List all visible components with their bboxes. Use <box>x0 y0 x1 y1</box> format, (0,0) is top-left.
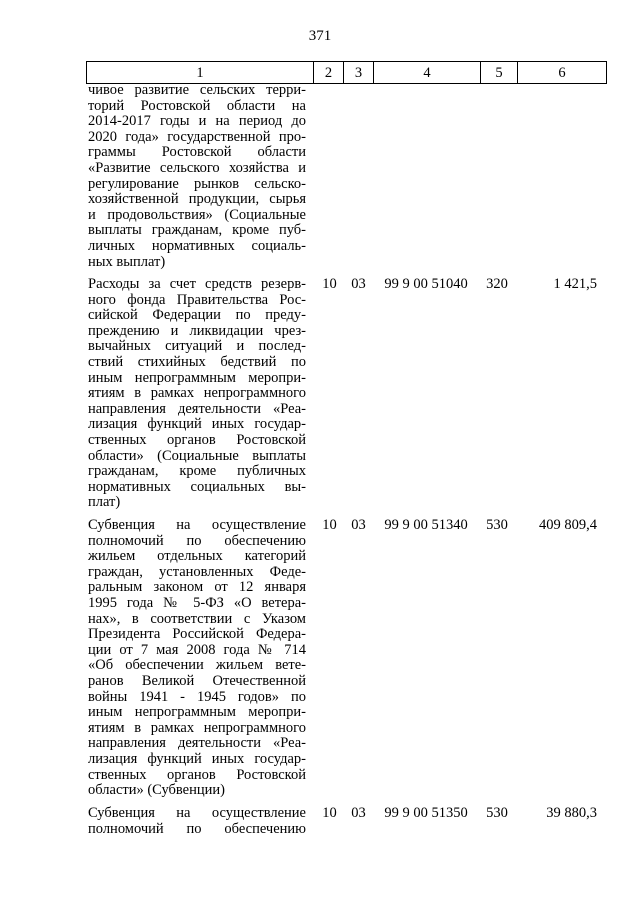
description-line: ции от 7 мая 2008 года № 714 <box>88 641 306 658</box>
amount-value: 409 809,4 <box>539 517 597 533</box>
expense-type-code: 530 <box>486 805 508 821</box>
description-line: ных выплат) <box>88 253 166 270</box>
expense-type-code: 320 <box>486 276 508 292</box>
description-line: вычайных ситуаций и послед- <box>88 338 306 355</box>
description-line: области» (Субвенции) <box>88 782 225 799</box>
row-description <box>88 83 306 270</box>
description-line: ствий стихийных бедствий по <box>88 353 306 370</box>
description-line: гражданам, кроме публичных <box>88 463 306 480</box>
description-line: полномочий по обеспечению <box>88 820 306 837</box>
section-code: 10 <box>322 517 337 533</box>
description-line: направления деятельности «Реа- <box>88 400 306 417</box>
description-line: регулирование рынков сельско- <box>88 175 306 192</box>
expense-type-code: 530 <box>486 517 508 533</box>
row-description <box>88 518 306 799</box>
description-line: лизация функций иных государ- <box>88 750 306 767</box>
column-header-3: 3 <box>344 62 374 84</box>
description-line: чивое развитие сельских терри- <box>88 82 306 98</box>
description-line: «Развитие сельского хозяйства и <box>88 159 306 176</box>
target-article-code: 99 9 00 51340 <box>384 517 468 533</box>
description-line: лизация функций иных государ- <box>88 416 306 433</box>
description-line: 2014-2017 годы и на период до <box>88 113 306 130</box>
amount-value: 1 421,5 <box>553 276 597 292</box>
subsection-code: 03 <box>351 276 366 292</box>
description-line: ральным законом от 12 января <box>88 579 306 596</box>
description-line: полномочий по обеспечению <box>88 532 306 549</box>
description-line: ственных органов Ростовской <box>88 766 306 783</box>
description-line: Субвенция на осуществление <box>88 805 306 821</box>
description-line: плат) <box>88 494 121 511</box>
description-line: войны 1941 - 1945 годов» по <box>88 688 306 705</box>
description-line: торий Ростовской области на <box>88 97 306 114</box>
description-line: «Об обеспечении жильем вете- <box>88 657 306 674</box>
description-line: выплаты гражданам, кроме пуб- <box>88 222 306 239</box>
description-line: Президента Российской Федера- <box>88 626 306 643</box>
description-line: ятиям в рамках непрограммного <box>88 385 306 402</box>
description-line: хозяйственной продукции, сырья <box>88 191 306 208</box>
section-code: 10 <box>322 276 337 292</box>
description-line: ственных органов Ростовской <box>88 431 306 448</box>
description-line: ранов Великой Отечественной <box>88 672 306 689</box>
description-line: нормативных социальных вы- <box>88 478 306 495</box>
column-header-2: 2 <box>314 62 344 84</box>
row-description <box>88 277 306 511</box>
description-line: и продовольствия» (Социальные <box>88 206 306 223</box>
subsection-code: 03 <box>351 805 366 821</box>
target-article-code: 99 9 00 51350 <box>384 805 468 821</box>
description-line: Расходы за счет средств резерв- <box>88 276 306 292</box>
description-line: области» (Социальные выплаты <box>88 447 306 464</box>
subsection-code: 03 <box>351 517 366 533</box>
row-description <box>88 806 306 837</box>
description-line: сийской Федерации по преду- <box>88 307 306 324</box>
description-line: иным непрограммным меропри- <box>88 369 306 386</box>
amount-value: 39 880,3 <box>546 805 597 821</box>
description-line: ятиям в рамках непрограммного <box>88 719 306 736</box>
description-line: личных нормативных социаль- <box>88 237 306 254</box>
column-header-1: 1 <box>87 62 314 84</box>
page-number: 371 <box>308 28 332 44</box>
description-line: нах», в соответствии с Указом <box>88 610 306 627</box>
description-line: ного фонда Правительства Рос- <box>88 291 306 308</box>
description-line: 2020 года» государственной про- <box>88 128 306 145</box>
column-header-row <box>86 61 607 84</box>
description-line: 1995 года № 5-ФЗ «О ветера- <box>88 594 306 611</box>
description-line: направления деятельности «Реа- <box>88 735 306 752</box>
column-header-4: 4 <box>374 62 481 84</box>
column-header-5: 5 <box>481 62 518 84</box>
column-header-6: 6 <box>518 62 607 84</box>
section-code: 10 <box>322 805 337 821</box>
description-line: граждан, установленных Феде- <box>88 563 306 580</box>
description-line: преждению и ликвидации чрез- <box>88 322 306 339</box>
description-line: жильем отдельных категорий <box>88 548 306 565</box>
description-line: Субвенция на осуществление <box>88 517 306 533</box>
description-line: граммы Ростовской области <box>88 144 306 161</box>
target-article-code: 99 9 00 51040 <box>384 276 468 292</box>
description-line: иным непрограммным меропри- <box>88 704 306 721</box>
